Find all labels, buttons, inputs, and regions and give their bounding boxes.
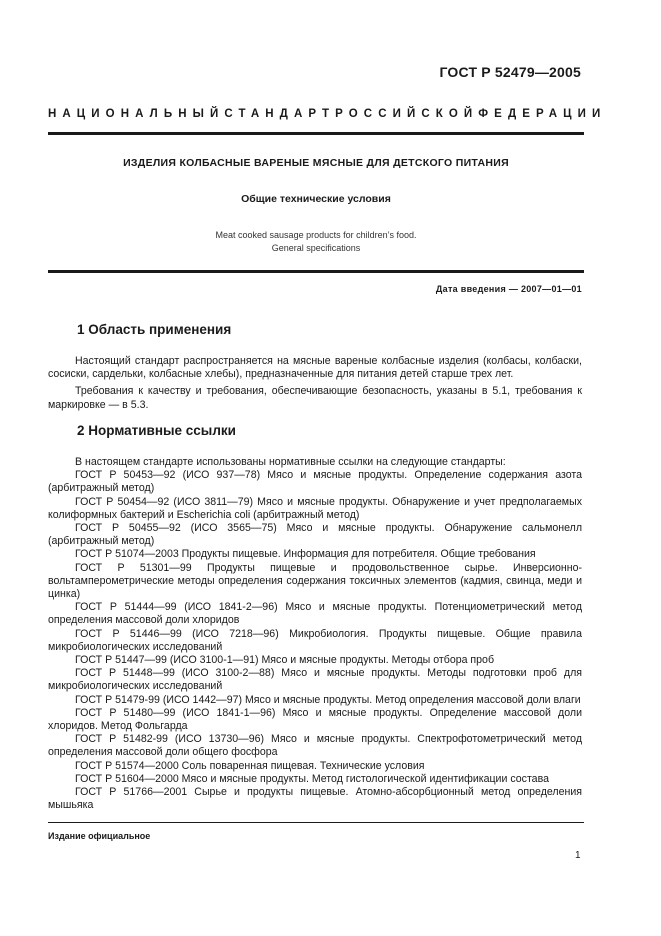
reference-item: ГОСТ Р 50454—92 (ИСО 3811—79) Мясо и мясные продукты. Обнаружение и учет предполагаемых колиформных бактерий и Escherichia coli (арбитражный метод) (48, 495, 582, 521)
reference-item: ГОСТ Р 51766—2001 Сырье и продукты пищевые. Атомно-абсорбционный метод определения мышьяка (48, 786, 582, 812)
reference-item: ГОСТ Р 51446—99 (ИСО 7218—96) Микробиология. Продукты пищевые. Общие правила микробиологических исследований (48, 627, 582, 653)
banner-word: НАЦИОНАЛЬНЫЙ (48, 108, 225, 120)
reference-item: ГОСТ Р 51482-99 (ИСО 13730—96) Мясо и мясные продукты. Спектрофотометрический метод определения массовой доли общего фосфора (48, 733, 582, 759)
reference-item: ГОСТ Р 51574—2000 Соль поваренная пищевая. Технические условия (75, 759, 425, 772)
page-number: 1 (575, 850, 581, 861)
paragraph: Требования к качеству и требования, обеспечивающие безопасность, указаны в 5.1, требования к маркировке — в 5.3. (48, 385, 582, 411)
paragraph: В настоящем стандарте использованы нормативные ссылки на следующие стандарты: (75, 456, 506, 468)
section-1-heading-wrap (48, 322, 582, 337)
reference-item: ГОСТ Р 51480—99 (ИСО 1841-1—96) Мясо и мясные продукты. Определение массовой доли хлоридов. Метод Фольгарда (48, 706, 582, 733)
reference-item: ГОСТ Р 50455—92 (ИСО 3565—75) Мясо и мясные продукты. Обнаружение сальмонелл (арбитражный метод) (48, 522, 582, 548)
reference-item: ГОСТ Р 51301—99 Продукты пищевые и продовольственное сырье. Инверсионно-вольтамперометрические методы определения содержания токсичных элементов (кадмия, свинца, меди и цинка) (48, 561, 582, 601)
section-2-body (48, 456, 582, 812)
reference-item: ГОСТ Р 51444—99 (ИСО 1841-2—96) Мясо и мясные продукты. Потенциометрический метод определения массовой доли хлоридов (48, 601, 582, 627)
section-heading: 1 Область применения (77, 322, 232, 337)
introduction-date: Дата введения — 2007—01—01 (435, 284, 582, 294)
official-edition-label: Издание официальное (48, 831, 151, 841)
footer-divider (48, 822, 584, 823)
reference-item: ГОСТ Р 51604—2000 Мясо и мясные продукты. Метод гистологической идентификации состава (75, 772, 549, 785)
reference-item: ГОСТ Р 51074—2003 Продукты пищевые. Информация для потребителя. Общие требования (75, 548, 536, 561)
banner-word: РОССИЙСКОЙ (335, 108, 479, 120)
document-title: ИЗДЕЛИЯ КОЛБАСНЫЕ ВАРЕНЫЕ МЯСНЫЕ ДЛЯ ДЕТСКОГО ПИТАНИЯ (123, 157, 509, 169)
document-subtitle: Общие технические условия (241, 193, 391, 205)
reference-item: ГОСТ Р 51448—99 (ИСО 3100-2—88) Мясо и мясные продукты. Методы подготовки проб для микробиологических исследований (48, 667, 582, 693)
header-divider (48, 132, 584, 135)
section-2-heading-wrap (48, 423, 582, 438)
section-heading: 2 Нормативные ссылки (77, 423, 236, 438)
national-standard-banner (48, 108, 607, 120)
english-title-line: General specifications (271, 243, 361, 253)
reference-item: ГОСТ Р 51479-99 (ИСО 1442—97) Мясо и мясные продукты. Метод определения массовой доли влаги (75, 693, 581, 706)
english-title-line: Meat cooked sausage products for children’s food. (215, 230, 417, 240)
title-divider (48, 270, 584, 273)
banner-word: ФЕДЕРАЦИИ (478, 108, 607, 120)
paragraph: Настоящий стандарт распространяется на мясные вареные колбасные изделия (колбасы, колбаски, сосиски, сардельки, колбасные хлебы), предназначенные для питания детей старше трех лет. (48, 355, 582, 381)
gost-number: ГОСТ Р 52479—2005 (439, 64, 581, 80)
banner-word: СТАНДАРТ (224, 108, 336, 120)
english-title (48, 229, 584, 255)
reference-item: ГОСТ Р 51447—99 (ИСО 3100-1—91) Мясо и мясные продукты. Методы отбора проб (75, 654, 495, 667)
reference-item: ГОСТ Р 50453—92 (ИСО 937—78) Мясо и мясные продукты. Определение содержания азота (арбитражный метод) (48, 469, 582, 495)
section-1-body (48, 355, 582, 412)
